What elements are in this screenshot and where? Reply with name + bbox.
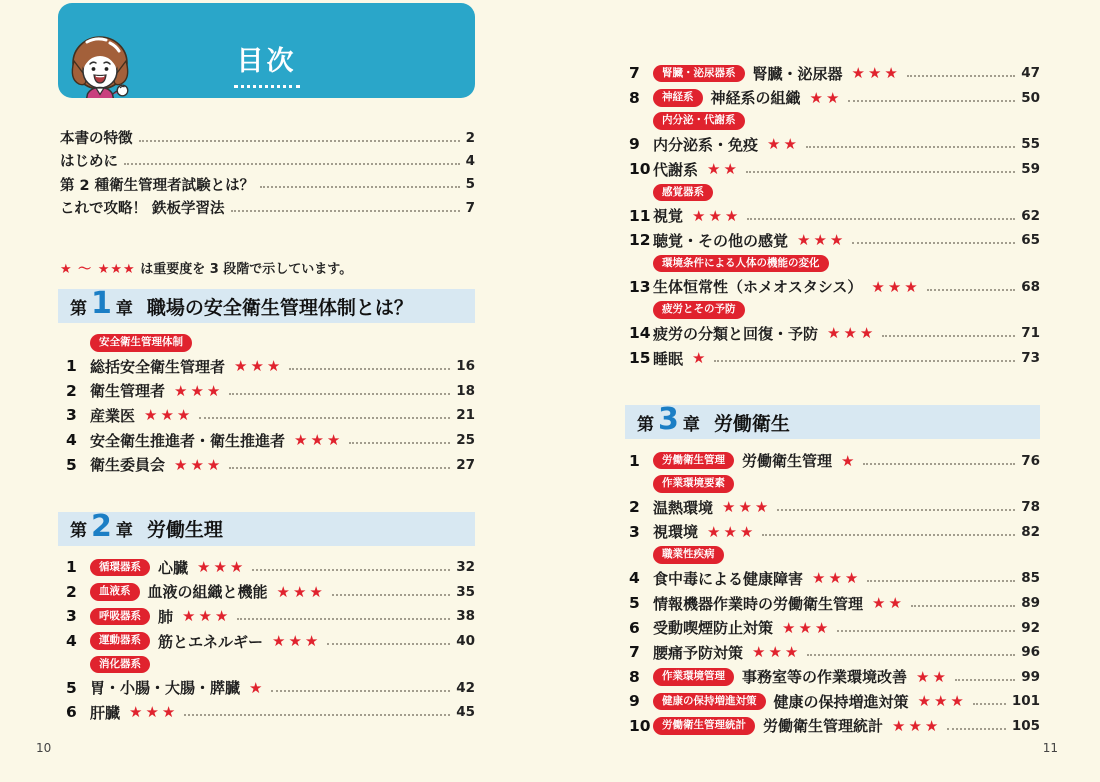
toc-rows	[58, 555, 475, 725]
item-number: 1	[66, 357, 77, 376]
item-title: 衛生管理者	[90, 382, 166, 401]
item-title: 視覚	[653, 207, 684, 226]
item-title: 総括安全衛生管理者	[90, 357, 226, 376]
item-number: 8	[629, 667, 640, 686]
item-title: 疲労の分類と回復・予防	[653, 324, 819, 343]
front-matter-title: 第 2 種衛生管理者試験とは？	[60, 177, 255, 194]
item-title: 腰痛予防対策	[653, 643, 744, 662]
dotted-leader	[139, 140, 460, 142]
item-title: 生体恒常性（ホメオスタシス）	[653, 278, 863, 297]
toc-item-row	[625, 228, 1040, 253]
item-title: 労働衛生管理統計	[763, 717, 884, 736]
importance-stars: ★	[692, 349, 709, 368]
importance-stars: ★★	[707, 160, 740, 179]
importance-stars: ★★★	[812, 569, 862, 588]
dotted-leader	[229, 467, 450, 469]
dotted-leader	[229, 393, 450, 395]
item-number: 4	[66, 431, 77, 450]
toc-item-row	[625, 591, 1040, 616]
front-matter-row	[58, 126, 475, 149]
toc-section	[58, 286, 475, 477]
dotted-leader	[332, 594, 450, 596]
item-number: 5	[66, 678, 77, 697]
item-page-number: 76	[1021, 452, 1040, 469]
item-title: 受動喫煙防止対策	[653, 619, 774, 638]
importance-stars: ★	[249, 678, 266, 697]
right-sections	[625, 61, 1040, 738]
importance-stars: ★★★	[234, 357, 284, 376]
left-sections	[58, 286, 475, 725]
category-badge: 神経系	[653, 89, 703, 107]
item-number: 13	[629, 277, 651, 296]
toc-title: 目次	[236, 46, 297, 77]
category-badge-row	[625, 544, 1040, 566]
importance-stars: ★★	[767, 135, 800, 154]
item-title: 睡眠	[653, 349, 684, 368]
dotted-leader	[327, 643, 450, 645]
item-page-number: 35	[456, 583, 475, 600]
item-number: 4	[629, 569, 640, 588]
toc-item-row	[625, 275, 1040, 300]
item-title: 胃・小腸・大腸・膵臓	[90, 679, 241, 698]
item-page-number: 32	[456, 559, 475, 576]
item-page-number: 101	[1011, 693, 1040, 710]
dotted-leader	[184, 714, 450, 716]
toc-rows	[625, 448, 1040, 738]
front-matter-page-number: 2	[465, 129, 475, 146]
dotted-leader	[349, 442, 450, 444]
dotted-leader	[747, 218, 1015, 220]
item-title: 衛生委員会	[90, 456, 166, 475]
item-title: 神経系の組織	[710, 89, 801, 108]
dotted-leader	[237, 618, 450, 620]
item-page-number: 42	[456, 679, 475, 696]
item-title: 腎臓・泌尿器	[752, 64, 843, 83]
item-number: 2	[629, 498, 640, 517]
chapter-title: 労働生理	[146, 519, 223, 542]
toc-item-row	[625, 203, 1040, 228]
importance-stars: ★★★	[692, 206, 742, 225]
chapter-heading	[625, 402, 1040, 439]
left-folio-page-number: 10	[36, 741, 52, 755]
category-badge: 職業性疾病	[653, 546, 724, 564]
toc-item-row	[625, 86, 1040, 111]
toc-item-row	[625, 520, 1040, 545]
toc-item-row	[58, 428, 475, 453]
item-number: 3	[629, 522, 640, 541]
dotted-leader	[714, 360, 1015, 362]
item-page-number: 62	[1021, 207, 1040, 224]
toc-item-row	[625, 665, 1040, 690]
dotted-leader	[973, 703, 1006, 705]
dotted-leader	[852, 242, 1015, 244]
toc-item-row	[625, 689, 1040, 714]
item-number: 9	[629, 692, 640, 711]
chapter-number: 3	[658, 402, 679, 438]
item-page-number: 38	[456, 608, 475, 625]
importance-stars: ★★★	[144, 406, 194, 425]
toc-section	[625, 402, 1040, 738]
item-title: 労働衛生管理	[742, 452, 833, 471]
toc-item-row	[625, 495, 1040, 520]
dotted-leader	[199, 417, 450, 419]
toc-item-row	[58, 555, 475, 580]
item-page-number: 82	[1021, 523, 1040, 540]
item-page-number: 21	[456, 407, 475, 424]
toc-item-row	[58, 675, 475, 700]
item-number: 6	[629, 618, 640, 637]
dotted-leader	[882, 335, 1015, 337]
importance-stars: ★★★	[707, 522, 757, 541]
mascot-illustration	[60, 29, 140, 98]
item-number: 11	[629, 206, 651, 225]
item-page-number: 92	[1021, 619, 1040, 636]
dotted-leader	[837, 630, 1015, 632]
toc-item-row	[625, 61, 1040, 86]
item-page-number: 50	[1021, 89, 1040, 106]
item-number: 5	[66, 455, 77, 474]
item-page-number: 55	[1021, 136, 1040, 153]
importance-stars: ★★★	[197, 558, 247, 577]
category-badge: 疲労とその予防	[653, 301, 745, 319]
item-page-number: 71	[1021, 325, 1040, 342]
chapter-number: 1	[91, 286, 112, 321]
importance-stars: ★★★	[871, 277, 921, 296]
toc-item-row	[58, 580, 475, 605]
item-title: 聴覚・その他の感覚	[653, 231, 789, 250]
front-matter-title: これで攻略！ 鉄板学習法	[60, 201, 225, 218]
item-page-number: 85	[1021, 570, 1040, 587]
item-number: 4	[66, 632, 77, 651]
item-number: 3	[66, 607, 77, 626]
category-badge: 循環器系	[90, 559, 150, 577]
toc-item-row	[625, 132, 1040, 157]
item-page-number: 78	[1021, 499, 1040, 516]
item-number: 1	[629, 451, 640, 470]
toc-item-row	[58, 379, 475, 404]
importance-note-stars: ★ 〜 ★★★	[60, 262, 136, 277]
toc-item-row	[625, 566, 1040, 591]
importance-stars: ★★★	[752, 643, 802, 662]
item-page-number: 47	[1021, 65, 1040, 82]
chapter-number: 2	[91, 508, 112, 544]
item-title: 代謝系	[653, 160, 699, 179]
chapter-suffix: 章	[682, 414, 700, 435]
dotted-leader	[911, 605, 1015, 607]
category-badge: 安全衛生管理体制	[90, 334, 192, 352]
importance-stars: ★★★	[182, 607, 232, 626]
toc-item-row	[625, 448, 1040, 473]
item-number: 9	[629, 135, 640, 154]
category-badge: 運動器系	[90, 632, 150, 650]
toc-rows	[625, 61, 1040, 370]
item-number: 2	[66, 582, 77, 601]
chapter-title: 職場の安全衛生管理体制とは？	[146, 296, 413, 319]
item-page-number: 40	[456, 633, 475, 650]
dotted-leader	[806, 146, 1015, 148]
dotted-leader	[863, 463, 1015, 465]
dotted-leader	[746, 171, 1015, 173]
dotted-leader	[848, 100, 1015, 102]
item-page-number: 96	[1021, 644, 1040, 661]
front-matter-row	[58, 196, 475, 219]
toc-item-row	[58, 604, 475, 629]
toc-section	[625, 61, 1040, 370]
item-page-number: 59	[1021, 161, 1040, 178]
chapter-title: 労働衛生	[713, 412, 790, 435]
dotted-leader	[289, 368, 450, 370]
toc-item-row	[625, 157, 1040, 182]
category-badge: 感覚器系	[653, 184, 713, 202]
item-number: 12	[629, 231, 651, 250]
chapter-suffix: 章	[115, 298, 133, 319]
dotted-leader	[124, 163, 460, 165]
item-title: 筋とエネルギー	[158, 632, 264, 651]
left-page	[58, 0, 475, 782]
item-number: 3	[66, 406, 77, 425]
chapter-suffix: 章	[115, 521, 133, 542]
item-number: 14	[629, 324, 651, 343]
dotted-leader	[260, 186, 459, 188]
dotted-leader	[762, 534, 1015, 536]
importance-stars: ★★★	[129, 703, 179, 722]
category-badge: 環境条件による人体の機能の変化	[653, 255, 829, 273]
front-matter-row	[58, 173, 475, 196]
toc-item-row	[58, 452, 475, 477]
item-title: 産業医	[90, 406, 136, 425]
importance-stars: ★	[841, 451, 858, 470]
toc-header-banner	[58, 3, 475, 98]
item-number: 6	[66, 703, 77, 722]
toc-item-row	[58, 629, 475, 654]
importance-stars: ★★★	[174, 455, 224, 474]
chapter-heading	[58, 508, 475, 546]
category-badge-row	[625, 110, 1040, 132]
item-page-number: 73	[1021, 350, 1040, 367]
dotted-leader	[807, 654, 1015, 656]
item-title: 安全衛生推進者・衛生推進者	[90, 431, 286, 450]
toc-section	[58, 508, 475, 725]
item-page-number: 99	[1021, 668, 1040, 685]
item-title: 情報機器作業時の労働衛生管理	[653, 594, 864, 613]
item-page-number: 27	[456, 456, 475, 473]
item-page-number: 16	[456, 358, 475, 375]
item-page-number: 65	[1021, 232, 1040, 249]
category-badge: 消化器系	[90, 656, 150, 674]
item-title: 視環境	[653, 523, 699, 542]
category-badge: 内分泌・代謝系	[653, 112, 745, 130]
toc-item-row	[625, 346, 1040, 371]
chapter-prefix: 第	[70, 298, 87, 319]
front-matter-list	[58, 126, 475, 219]
category-badge: 腎臓・泌尿器系	[653, 65, 745, 83]
chapter-heading	[58, 286, 475, 323]
category-badge: 作業環境管理	[653, 668, 734, 686]
item-number: 10	[629, 160, 651, 179]
importance-stars: ★★★	[722, 498, 772, 517]
item-page-number: 45	[456, 704, 475, 721]
toc-item-row	[58, 403, 475, 428]
front-matter-title: 本書の特徴	[60, 131, 133, 148]
item-title: 血液の組織と機能	[147, 583, 268, 602]
category-badge: 作業環境要素	[653, 475, 734, 493]
importance-stars: ★★★	[276, 582, 326, 601]
importance-stars: ★★★	[272, 632, 322, 651]
importance-stars: ★★★	[174, 381, 224, 400]
toc-title-underline-dots	[234, 85, 300, 88]
dotted-leader	[252, 569, 450, 571]
right-page	[625, 0, 1040, 782]
category-badge: 労働衛生管理統計	[653, 717, 755, 735]
category-badge: 呼吸器系	[90, 608, 150, 626]
item-page-number: 89	[1021, 595, 1040, 612]
toc-item-row	[625, 321, 1040, 346]
item-title: 心臓	[158, 558, 189, 577]
importance-stars: ★★	[916, 667, 949, 686]
importance-note-text: は重要度を 3 段階で示しています。	[135, 262, 353, 277]
toc-item-row	[625, 714, 1040, 739]
item-number: 7	[629, 64, 640, 83]
toc-rows	[58, 332, 475, 477]
item-page-number: 105	[1011, 717, 1040, 734]
importance-stars: ★★★	[892, 716, 942, 735]
item-title: 健康の保持増進対策	[773, 692, 909, 711]
front-matter-title: はじめに	[60, 154, 118, 171]
front-matter-page-number: 5	[465, 176, 475, 193]
item-page-number: 68	[1021, 278, 1040, 295]
item-number: 15	[629, 349, 651, 368]
category-badge-row	[58, 653, 475, 675]
right-folio-page-number: 11	[1042, 741, 1058, 755]
toc-item-row	[625, 640, 1040, 665]
item-title: 肺	[158, 607, 174, 626]
chapter-prefix: 第	[637, 414, 654, 435]
item-page-number: 25	[456, 432, 475, 449]
dotted-leader	[271, 690, 450, 692]
chapter-prefix: 第	[70, 521, 87, 542]
toc-item-row	[58, 700, 475, 725]
category-badge: 血液系	[90, 583, 140, 601]
item-number: 2	[66, 381, 77, 400]
importance-note	[60, 258, 352, 277]
item-number: 7	[629, 643, 640, 662]
dotted-leader	[947, 728, 1005, 730]
front-matter-page-number: 4	[465, 152, 475, 169]
category-badge-row	[625, 473, 1040, 495]
dotted-leader	[927, 289, 1015, 291]
item-number: 10	[629, 716, 651, 735]
importance-stars: ★★★	[797, 231, 847, 250]
item-title: 肝臓	[90, 703, 121, 722]
dotted-leader	[907, 75, 1015, 77]
importance-stars: ★★	[809, 88, 843, 107]
item-page-number: 18	[456, 382, 475, 399]
importance-stars: ★★	[872, 594, 905, 613]
item-number: 5	[629, 594, 640, 613]
front-matter-row	[58, 149, 475, 172]
toc-item-row	[58, 354, 475, 379]
toc-item-row	[625, 615, 1040, 640]
category-badge-row	[625, 299, 1040, 321]
dotted-leader	[777, 509, 1015, 511]
item-number: 1	[66, 558, 77, 577]
item-title: 内分泌系・免疫	[653, 135, 759, 154]
importance-stars: ★★★	[917, 692, 967, 711]
dotted-leader	[955, 679, 1015, 681]
importance-stars: ★★★	[782, 618, 832, 637]
importance-stars: ★★★	[294, 431, 344, 450]
category-badge: 労働衛生管理	[653, 452, 734, 470]
dotted-leader	[231, 210, 460, 212]
importance-stars: ★★★	[827, 324, 877, 343]
importance-stars: ★★★	[851, 64, 901, 83]
category-badge: 健康の保持増進対策	[653, 693, 766, 711]
category-badge-row	[625, 253, 1040, 275]
item-title: 温熱環境	[653, 498, 714, 517]
item-title: 事務室等の作業環境改善	[742, 668, 908, 687]
item-title: 食中毒による健康障害	[653, 569, 804, 588]
item-number: 8	[629, 88, 640, 107]
category-badge-row	[625, 181, 1040, 203]
dotted-leader	[867, 580, 1015, 582]
front-matter-page-number: 7	[465, 199, 475, 216]
category-badge-row	[58, 332, 475, 354]
